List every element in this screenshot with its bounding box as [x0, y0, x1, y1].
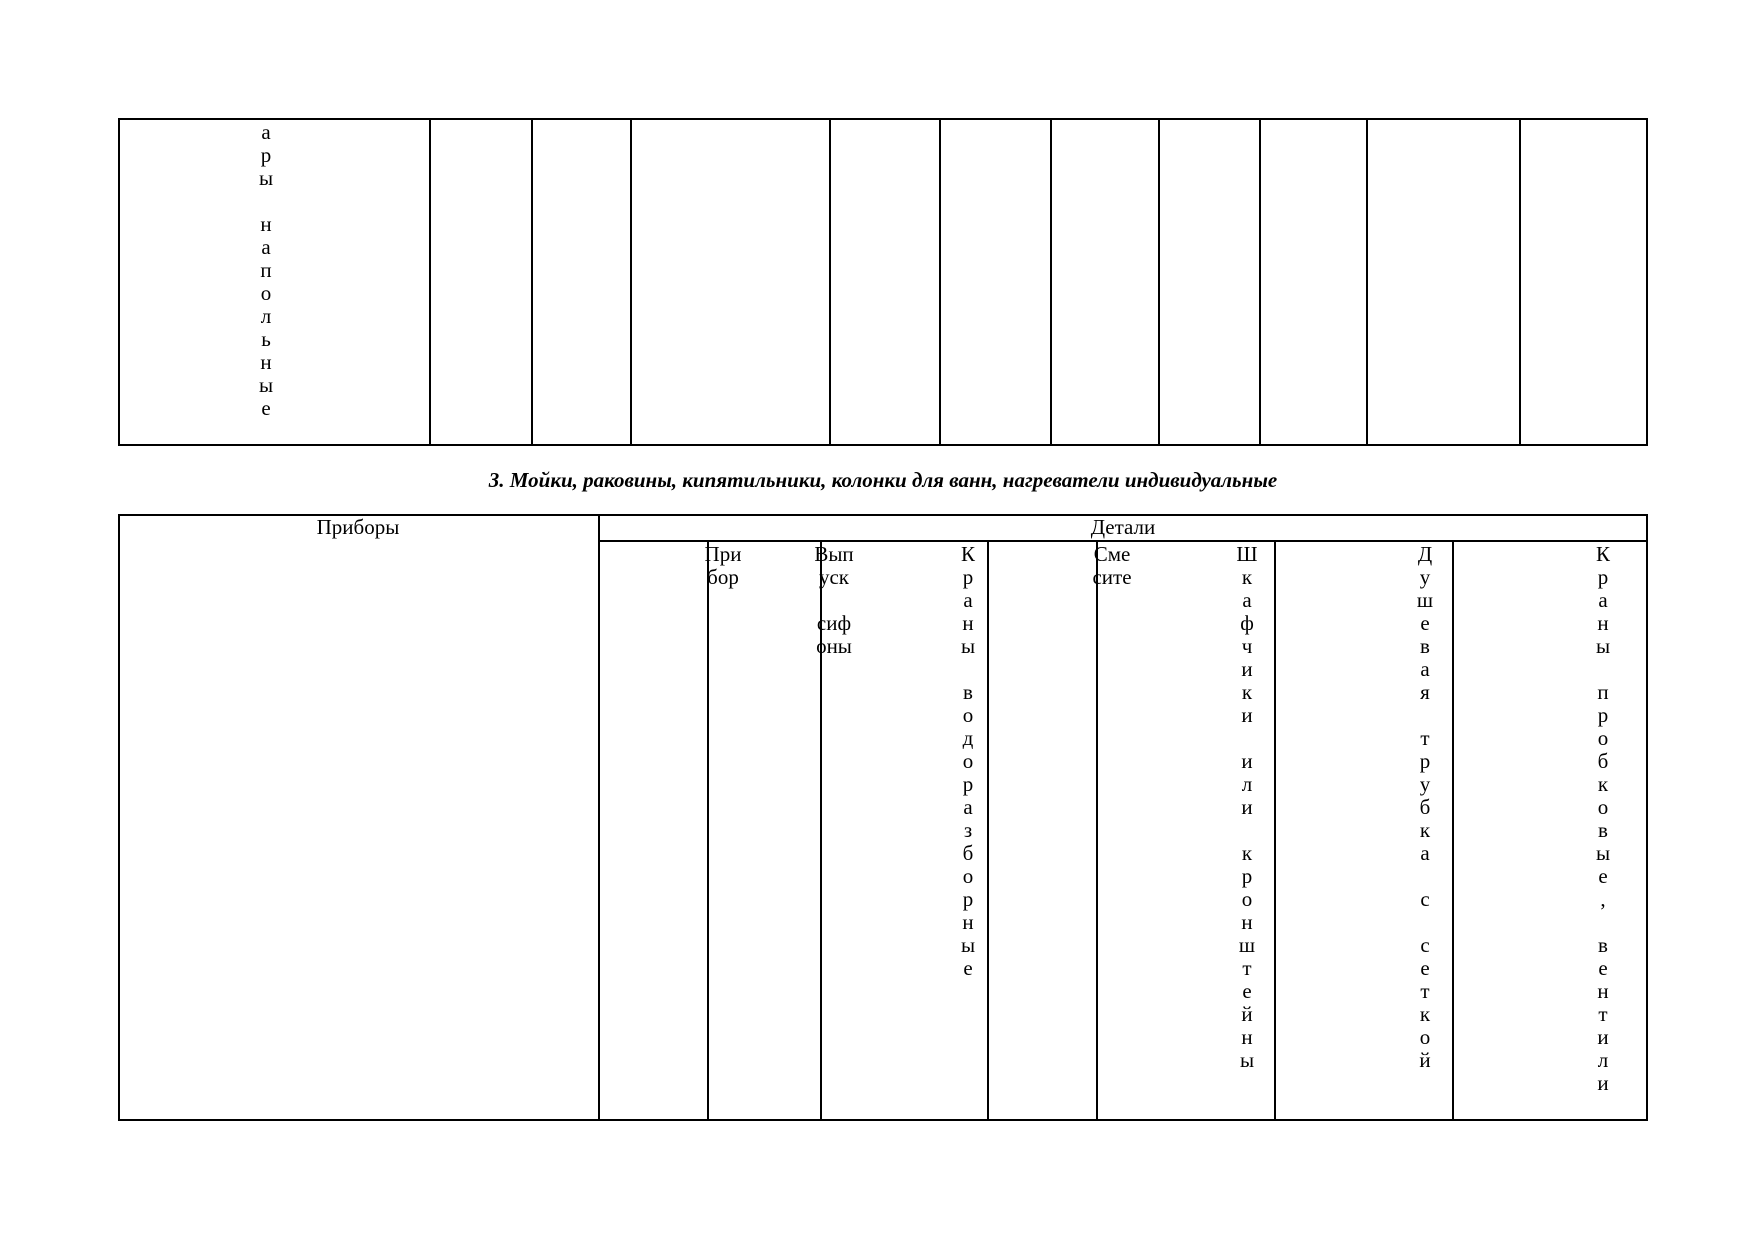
top-table-border-right [1646, 118, 1648, 446]
top-table-col-sep [1366, 118, 1368, 446]
top-table-col-sep [939, 118, 941, 446]
top-table-col-sep [429, 118, 431, 446]
subcol-shkafchiki-kronshteiny: Ш к а ф ч и к и и л и к р о н ш т e й н ы [1236, 542, 1258, 1072]
top-table-col-sep [829, 118, 831, 446]
subcol-smesiteli: Сме сите [1092, 542, 1132, 589]
top-table-col-sep [531, 118, 533, 446]
subcol-vypusk-sifony: Вып уск сиф оны [814, 542, 854, 658]
section-caption: 3. Мойки, раковины, кипятильники, колонки для ванн, нагреватели индивидуальные [488, 468, 1278, 492]
top-table-border-left [118, 118, 120, 446]
header-details: Детали [1090, 515, 1156, 539]
bottom-table-main-divider [598, 514, 600, 1121]
top-table-col-sep [1519, 118, 1521, 446]
top-table-col-sep [1158, 118, 1160, 446]
top-table-first-col-text: а р ы н а п о л ь н ы е [258, 120, 274, 420]
header-devices: Приборы [316, 515, 400, 539]
details-col-sep [1452, 540, 1454, 1121]
details-col-sep [707, 540, 709, 1121]
bottom-table-border-bottom [118, 1119, 1648, 1121]
top-table-border-top [118, 118, 1648, 120]
details-col-sep [1274, 540, 1276, 1121]
bottom-table-border-right [1646, 514, 1648, 1121]
details-col-sep [987, 540, 989, 1121]
subcol-dushevaya-trubka: Д у ш е в а я т р у б к а с с е т к о й [1416, 542, 1434, 1072]
subcol-krany-vodorazbornye: К р а н ы в о д о р а з б о р н ы е [960, 542, 976, 980]
subcol-pribor: При бор [704, 542, 742, 589]
subcol-krany-probkovye: К р а н ы п р о б к о в ы е , в е н т и л и [1595, 542, 1611, 1095]
top-table-border-bottom [118, 444, 1648, 446]
bottom-table-border-left [118, 514, 120, 1121]
top-table-col-sep [1050, 118, 1052, 446]
top-table-col-sep [1259, 118, 1261, 446]
details-col-sep [1096, 540, 1098, 1121]
top-table-col-sep [630, 118, 632, 446]
